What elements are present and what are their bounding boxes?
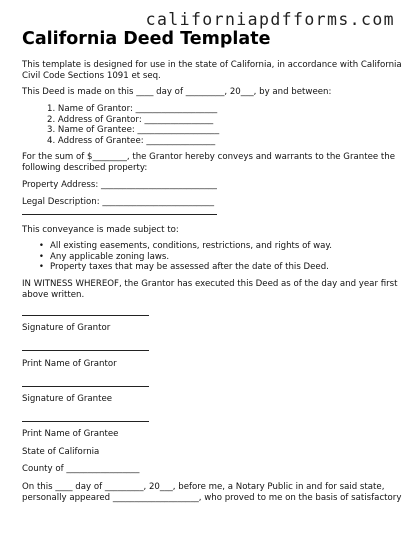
bullet-icon: •: [38, 251, 44, 262]
deed-date-line: This Deed is made on this ____ day of _________, 20___, by and between:: [22, 87, 332, 97]
legal-description-line: Legal Description: __________________________: [22, 197, 215, 207]
grantee-print-label: Print Name of Grantee: [22, 429, 119, 439]
conditions-list: [22, 241, 332, 273]
notary-line-1: On this ____ day of _________, 20___, before me, a Notary Public in and for said state,: [22, 482, 385, 492]
condition-item: • All existing easements, conditions, restrictions, and rights of way.: [22, 241, 332, 252]
party-item: 4. Address of Grantee: ________________: [47, 135, 216, 146]
bullet-icon: •: [38, 262, 44, 273]
intro-line-1: This template is designed for use in the state of California, in accordance with California: [22, 60, 402, 70]
site-watermark: californiapdfforms.com: [145, 10, 395, 29]
grantee-signature-line: [22, 386, 149, 387]
condition-item: • Any applicable zoning laws.: [22, 252, 332, 263]
grantee-signature-label: Signature of Grantee: [22, 394, 113, 404]
party-item: 1. Name of Grantor: ___________________: [47, 104, 218, 114]
grantor-signature-line: [22, 315, 149, 316]
document-title: California Deed Template: [22, 29, 271, 49]
condition-item: • Property taxes that may be assessed after the date of this Deed.: [22, 262, 332, 273]
consideration-line-2: following described property:: [22, 162, 148, 173]
witness-line-1: IN WITNESS WHEREOF, the Grantor has executed this Deed as of the day and year first: [22, 279, 398, 289]
bullet-icon: •: [38, 241, 44, 251]
consideration-line-1: For the sum of $________, the Grantor hereby conveys and warrants to the Grantee the: [22, 152, 395, 162]
parties-list: [22, 104, 219, 146]
party-item: 2. Address of Grantor: ________________: [47, 114, 214, 125]
subject-to-heading: This conveyance is made subject to:: [22, 225, 179, 235]
grantor-print-line: [22, 350, 149, 351]
notary-state: State of California: [22, 447, 100, 457]
grantee-print-line: [22, 421, 149, 422]
witness-line-2: above written.: [22, 289, 85, 300]
legal-description-continuation-line: [22, 214, 217, 215]
intro-line-2: Civil Code Sections 1091 et seq.: [22, 70, 161, 81]
grantor-signature-label: Signature of Grantor: [22, 323, 111, 333]
notary-county: County of _________________: [22, 464, 140, 474]
grantor-print-label: Print Name of Grantor: [22, 359, 117, 369]
party-item: 3. Name of Grantee: ___________________: [47, 125, 220, 136]
property-address-line: Property Address: ___________________________: [22, 180, 217, 190]
notary-line-2: personally appeared ____________________, who proved to me on the basis of satisfactory: [22, 492, 402, 503]
